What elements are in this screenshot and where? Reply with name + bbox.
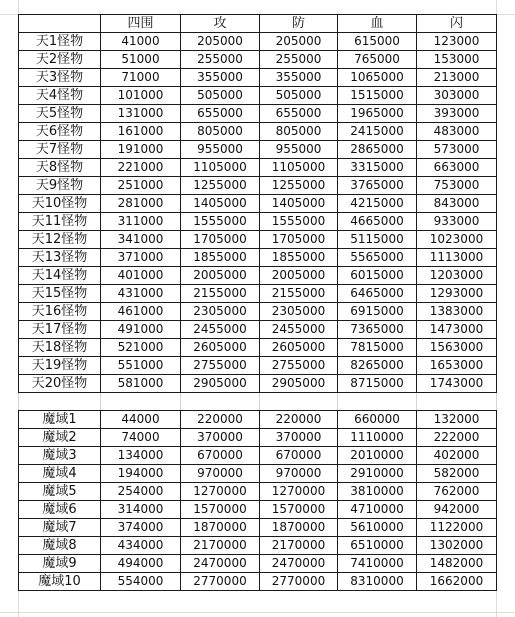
row-label-cell[interactable]: 魔域7 [19,519,101,537]
value-cell[interactable]: 8310000 [338,573,417,591]
value-cell[interactable]: 6915000 [338,303,417,321]
blank-cell[interactable] [260,393,338,411]
value-cell[interactable]: 134000 [101,447,181,465]
value-cell[interactable]: 2415000 [338,123,417,141]
value-cell[interactable]: 582000 [417,465,497,483]
value-cell[interactable]: 374000 [101,519,181,537]
value-cell[interactable]: 1855000 [181,249,260,267]
value-cell[interactable]: 2905000 [260,375,338,393]
value-cell[interactable]: 101000 [101,87,181,105]
row-label-cell[interactable]: 天9怪物 [19,177,101,195]
value-cell[interactable]: 655000 [260,105,338,123]
value-cell[interactable]: 1255000 [181,177,260,195]
value-cell[interactable]: 2755000 [181,357,260,375]
value-cell[interactable]: 161000 [101,123,181,141]
row-label-cell[interactable]: 天17怪物 [19,321,101,339]
value-cell[interactable]: 955000 [181,141,260,159]
value-cell[interactable]: 2005000 [260,267,338,285]
row-label-cell[interactable]: 魔域8 [19,537,101,555]
table-row [19,69,497,87]
table-row [19,141,497,159]
value-cell[interactable]: 483000 [417,123,497,141]
row-label-cell[interactable]: 魔域4 [19,465,101,483]
value-cell[interactable]: 220000 [260,411,338,429]
row-label-cell[interactable]: 天19怪物 [19,357,101,375]
value-cell[interactable]: 213000 [417,69,497,87]
blank-cell[interactable] [101,393,181,411]
value-cell[interactable]: 1555000 [260,213,338,231]
row-label-cell[interactable]: 魔域5 [19,483,101,501]
value-cell[interactable]: 1023000 [417,231,497,249]
value-cell[interactable]: 371000 [101,249,181,267]
table-row [19,429,497,447]
value-cell[interactable]: 551000 [101,357,181,375]
value-cell[interactable]: 222000 [417,429,497,447]
value-cell[interactable]: 1405000 [260,195,338,213]
row-label-cell[interactable]: 天7怪物 [19,141,101,159]
value-cell[interactable]: 505000 [181,87,260,105]
row-label-cell[interactable]: 魔域6 [19,501,101,519]
table-row [19,375,497,393]
value-cell[interactable]: 1122000 [417,519,497,537]
value-cell[interactable]: 2455000 [181,321,260,339]
value-cell[interactable]: 2170000 [260,537,338,555]
value-cell[interactable]: 1705000 [181,231,260,249]
value-cell[interactable]: 2305000 [181,303,260,321]
value-cell[interactable]: 3765000 [338,177,417,195]
value-cell[interactable]: 2455000 [260,321,338,339]
row-label-cell[interactable]: 魔域2 [19,429,101,447]
table-row [19,573,497,591]
value-cell[interactable]: 1405000 [181,195,260,213]
value-cell[interactable]: 44000 [101,411,181,429]
value-cell[interactable]: 505000 [260,87,338,105]
value-cell[interactable]: 6015000 [338,267,417,285]
value-cell[interactable]: 205000 [260,33,338,51]
value-cell[interactable]: 2155000 [181,285,260,303]
value-cell[interactable]: 281000 [101,195,181,213]
blank-cell[interactable] [417,393,497,411]
value-cell[interactable]: 461000 [101,303,181,321]
value-cell[interactable]: 805000 [260,123,338,141]
table-row [19,231,497,249]
row-label-cell[interactable]: 魔域1 [19,411,101,429]
value-cell[interactable]: 1965000 [338,105,417,123]
value-cell[interactable]: 581000 [101,375,181,393]
value-cell[interactable]: 6465000 [338,285,417,303]
value-cell[interactable]: 131000 [101,105,181,123]
value-cell[interactable]: 3315000 [338,159,417,177]
value-cell[interactable]: 220000 [181,411,260,429]
value-cell[interactable]: 2865000 [338,141,417,159]
value-cell[interactable]: 2305000 [260,303,338,321]
value-cell[interactable]: 1383000 [417,303,497,321]
table-row [19,195,497,213]
value-cell[interactable]: 1110000 [338,429,417,447]
row-label-cell[interactable]: 魔域3 [19,447,101,465]
gridline [0,612,515,613]
value-cell[interactable]: 194000 [101,465,181,483]
row-label-cell[interactable]: 天18怪物 [19,339,101,357]
table-row [19,51,497,69]
value-cell[interactable]: 255000 [181,51,260,69]
value-cell[interactable]: 1113000 [417,249,497,267]
value-cell[interactable]: 805000 [181,123,260,141]
table-row [19,105,497,123]
table-row [19,303,497,321]
value-cell[interactable]: 970000 [260,465,338,483]
value-cell[interactable]: 8265000 [338,357,417,375]
value-cell[interactable]: 2010000 [338,447,417,465]
value-cell[interactable]: 1555000 [181,213,260,231]
value-cell[interactable]: 4665000 [338,213,417,231]
table-row [19,537,497,555]
row-label-cell[interactable]: 天3怪物 [19,69,101,87]
header-cell[interactable] [19,15,101,33]
value-cell[interactable]: 2470000 [260,555,338,573]
spreadsheet-table [18,14,497,591]
value-cell[interactable]: 402000 [417,447,497,465]
table-row [19,357,497,375]
header-cell[interactable]: 防 [260,15,338,33]
value-cell[interactable]: 2910000 [338,465,417,483]
value-cell[interactable]: 4215000 [338,195,417,213]
value-cell[interactable]: 615000 [338,33,417,51]
value-cell[interactable]: 355000 [181,69,260,87]
value-cell[interactable]: 153000 [417,51,497,69]
row-label-cell[interactable]: 天20怪物 [19,375,101,393]
table-row [19,159,497,177]
table-row [19,339,497,357]
value-cell[interactable]: 1870000 [181,519,260,537]
value-cell[interactable]: 1662000 [417,573,497,591]
value-cell[interactable]: 303000 [417,87,497,105]
value-cell[interactable]: 494000 [101,555,181,573]
value-cell[interactable]: 4710000 [338,501,417,519]
value-cell[interactable]: 554000 [101,573,181,591]
blank-cell[interactable] [19,393,101,411]
value-cell[interactable]: 7815000 [338,339,417,357]
value-cell[interactable]: 670000 [260,447,338,465]
value-cell[interactable]: 1743000 [417,375,497,393]
blank-cell[interactable] [338,393,417,411]
table-row [19,411,497,429]
value-cell[interactable]: 942000 [417,501,497,519]
spreadsheet-body [19,15,497,591]
table-row [19,483,497,501]
value-cell[interactable]: 660000 [338,411,417,429]
value-cell[interactable]: 1203000 [417,267,497,285]
value-cell[interactable]: 393000 [417,105,497,123]
value-cell[interactable]: 401000 [101,267,181,285]
row-label-cell[interactable]: 天6怪物 [19,123,101,141]
header-cell[interactable]: 攻 [181,15,260,33]
value-cell[interactable]: 51000 [101,51,181,69]
value-cell[interactable]: 7410000 [338,555,417,573]
value-cell[interactable]: 1105000 [181,159,260,177]
table-row [19,501,497,519]
value-cell[interactable]: 2155000 [260,285,338,303]
value-cell[interactable]: 2170000 [181,537,260,555]
table-row [19,465,497,483]
value-cell[interactable]: 205000 [181,33,260,51]
value-cell[interactable]: 355000 [260,69,338,87]
value-cell[interactable]: 2470000 [181,555,260,573]
table-row [19,321,497,339]
value-cell[interactable]: 970000 [181,465,260,483]
value-cell[interactable]: 491000 [101,321,181,339]
value-cell[interactable]: 655000 [181,105,260,123]
value-cell[interactable]: 670000 [181,447,260,465]
value-cell[interactable]: 7365000 [338,321,417,339]
value-cell[interactable]: 434000 [101,537,181,555]
value-cell[interactable]: 1563000 [417,339,497,357]
value-cell[interactable]: 431000 [101,285,181,303]
value-cell[interactable]: 1065000 [338,69,417,87]
value-cell[interactable]: 8715000 [338,375,417,393]
table-row [19,87,497,105]
table-row [19,447,497,465]
value-cell[interactable]: 753000 [417,177,497,195]
value-cell[interactable]: 1570000 [181,501,260,519]
row-label-cell[interactable]: 魔域9 [19,555,101,573]
value-cell[interactable]: 191000 [101,141,181,159]
row-label-cell[interactable]: 天14怪物 [19,267,101,285]
value-cell[interactable]: 663000 [417,159,497,177]
value-cell[interactable]: 251000 [101,177,181,195]
value-cell[interactable]: 2770000 [260,573,338,591]
value-cell[interactable]: 255000 [260,51,338,69]
value-cell[interactable]: 6510000 [338,537,417,555]
row-label-cell[interactable]: 天10怪物 [19,195,101,213]
value-cell[interactable]: 1270000 [181,483,260,501]
value-cell[interactable]: 1653000 [417,357,497,375]
value-cell[interactable]: 2905000 [181,375,260,393]
row-label-cell[interactable]: 天12怪物 [19,231,101,249]
value-cell[interactable]: 1302000 [417,537,497,555]
value-cell[interactable]: 765000 [338,51,417,69]
value-cell[interactable]: 521000 [101,339,181,357]
value-cell[interactable]: 5115000 [338,231,417,249]
header-cell[interactable]: 四围 [101,15,181,33]
value-cell[interactable]: 1105000 [260,159,338,177]
value-cell[interactable]: 370000 [181,429,260,447]
value-cell[interactable]: 1270000 [260,483,338,501]
value-cell[interactable]: 254000 [101,483,181,501]
value-cell[interactable]: 1570000 [260,501,338,519]
row-label-cell[interactable]: 魔域10 [19,573,101,591]
row-label-cell[interactable]: 天1怪物 [19,33,101,51]
value-cell[interactable]: 1255000 [260,177,338,195]
value-cell[interactable]: 843000 [417,195,497,213]
value-cell[interactable]: 1870000 [260,519,338,537]
row-label-cell[interactable]: 天15怪物 [19,285,101,303]
row-label-cell[interactable]: 天8怪物 [19,159,101,177]
value-cell[interactable]: 2005000 [181,267,260,285]
value-cell[interactable]: 41000 [101,33,181,51]
row-label-cell[interactable]: 天16怪物 [19,303,101,321]
table-row [19,33,497,51]
value-cell[interactable]: 3810000 [338,483,417,501]
value-cell[interactable]: 762000 [417,483,497,501]
value-cell[interactable]: 1482000 [417,555,497,573]
row-label-cell[interactable]: 天13怪物 [19,249,101,267]
value-cell[interactable]: 1855000 [260,249,338,267]
value-cell[interactable]: 221000 [101,159,181,177]
value-cell[interactable]: 71000 [101,69,181,87]
value-cell[interactable]: 341000 [101,231,181,249]
table-row [19,555,497,573]
header-row [19,15,497,33]
value-cell[interactable]: 5565000 [338,249,417,267]
value-cell[interactable]: 2605000 [181,339,260,357]
blank-row [19,393,497,411]
header-cell[interactable]: 血 [338,15,417,33]
value-cell[interactable]: 1515000 [338,87,417,105]
value-cell[interactable]: 2605000 [260,339,338,357]
row-label-cell[interactable]: 天5怪物 [19,105,101,123]
table-row [19,123,497,141]
row-label-cell[interactable]: 天11怪物 [19,213,101,231]
table-row [19,177,497,195]
row-label-cell[interactable]: 天4怪物 [19,87,101,105]
value-cell[interactable]: 955000 [260,141,338,159]
value-cell[interactable]: 2770000 [181,573,260,591]
value-cell[interactable]: 1473000 [417,321,497,339]
value-cell[interactable]: 74000 [101,429,181,447]
blank-cell[interactable] [181,393,260,411]
value-cell[interactable]: 370000 [260,429,338,447]
table-row [19,249,497,267]
value-cell[interactable]: 5610000 [338,519,417,537]
value-cell[interactable]: 132000 [417,411,497,429]
table-row [19,519,497,537]
value-cell[interactable]: 1293000 [417,285,497,303]
value-cell[interactable]: 123000 [417,33,497,51]
value-cell[interactable]: 1705000 [260,231,338,249]
value-cell[interactable]: 314000 [101,501,181,519]
header-cell[interactable]: 闪 [417,15,497,33]
table-row [19,285,497,303]
table-row [19,213,497,231]
table-row [19,267,497,285]
value-cell[interactable]: 933000 [417,213,497,231]
row-label-cell[interactable]: 天2怪物 [19,51,101,69]
value-cell[interactable]: 573000 [417,141,497,159]
value-cell[interactable]: 2755000 [260,357,338,375]
value-cell[interactable]: 311000 [101,213,181,231]
